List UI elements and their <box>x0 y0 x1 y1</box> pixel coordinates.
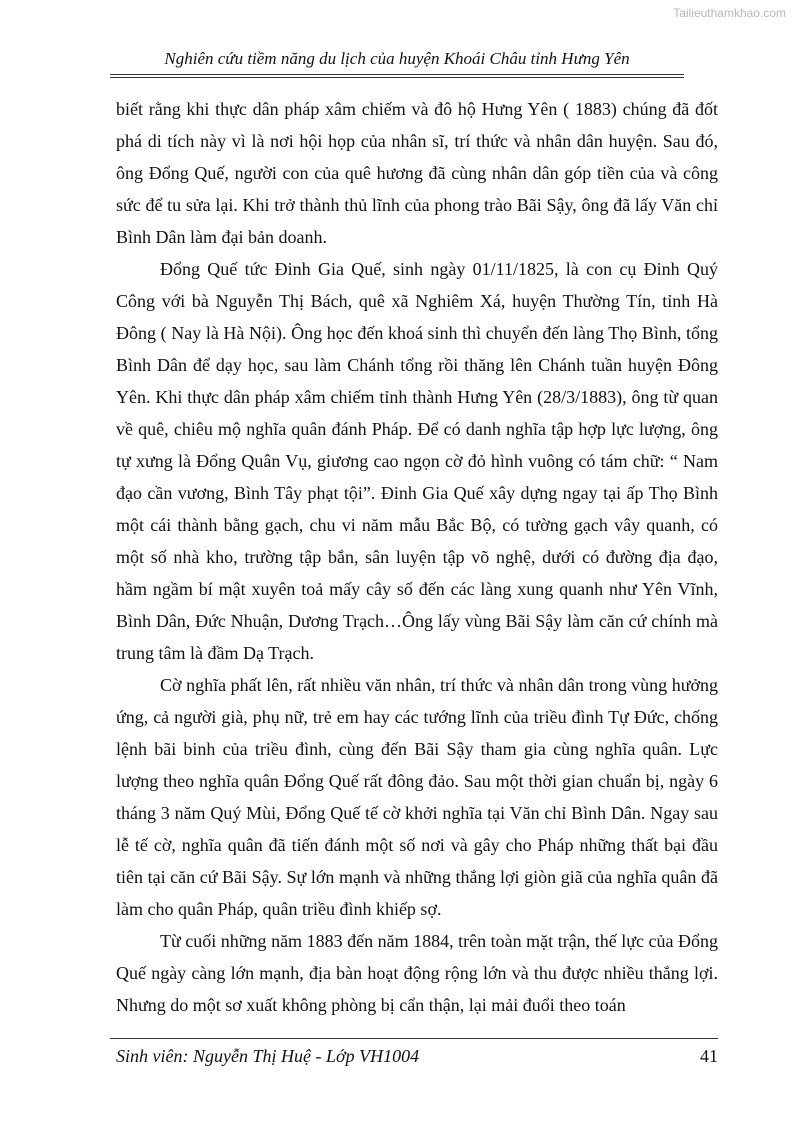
paragraph-4: Từ cuối những năm 1883 đến năm 1884, trên toàn mặt trận, thế lực của Đổng Quế ngày càng lớn mạnh, địa bàn hoạt động rộng lớn và thu được nhiều thắng lợi. Nhưng do một sơ xuất không phòng bị cẩn thận, lại mải đuổi theo toán <box>116 931 718 1015</box>
paragraph-1: biết rằng khi thực dân pháp xâm chiếm và đô hộ Hưng Yên ( 1883) chúng đã đốt phá di tích này vì là nơi hội họp của nhân sĩ, trí thức và nhân dân huyện. Sau đó, ông Đổng Quế, người con của quê hương đã cùng nhân dân góp tiền của và công sức để tu sửa lại. Khi trở thành thủ lĩnh của phong trào Bãi Sậy, ông đã lấy Văn chỉ Bình Dân làm đại bản doanh. <box>116 99 718 247</box>
header-rule-bottom <box>110 77 684 78</box>
paragraph-2: Đổng Quế tức Đinh Gia Quế, sinh ngày 01/11/1825, là con cụ Đinh Quý Công với bà Nguyễn Thị Bách, quê xã Nghiêm Xá, huyện Thường Tín, tỉnh Hà Đông ( Nay là Hà Nội). Ông học đến khoá sinh thì chuyển đến làng Thọ Bình, tổng Bình Dân để dạy học, sau làm Chánh tổng rồi thăng lên Chánh tuần huyện Đông Yên. Khi thực dân pháp xâm chiếm tỉnh thành Hưng Yên (28/3/1883), ông từ quan về quê, chiêu mộ nghĩa quân đánh Pháp. Để có danh nghĩa tập hợp lực lượng, ông tự xưng là Đổng Quân Vụ, giương cao ngọn cờ đỏ hình vuông có tám chữ: “ Nam đạo cần vương, Bình Tây phạt tội”. Đinh Gia Quế xây dựng ngay tại ấp Thọ Bình một cái thành bằng gạch, chu vi năm mẫu Bắc Bộ, có tường gạch vây quanh, có một số nhà kho, trường tập bắn, sân luyện tập võ nghệ, dưới có đường địa đạo, hầm ngầm bí mật xuyên toả mấy cây số đến các làng xung quanh như Yên Vĩnh, Bình Dân, Đức Nhuận, Dương Trạch…Ông lấy vùng Bãi Sậy làm căn cứ chính mà trung tâm là đầm Dạ Trạch. <box>116 259 718 663</box>
running-header: Nghiên cứu tiềm năng du lịch của huyện Khoái Châu tỉnh Hưng Yên <box>164 49 630 68</box>
footer-rule <box>110 1038 718 1039</box>
header-rule-top <box>110 74 684 75</box>
footer-author: Sinh viên: Nguyễn Thị Huệ - Lớp VH1004 <box>116 1046 420 1066</box>
document-body <box>116 93 718 1021</box>
paragraph-3: Cờ nghĩa phất lên, rất nhiều văn nhân, trí thức và nhân dân trong vùng hưởng ứng, cả người già, phụ nữ, trẻ em hay các tướng lĩnh của triều đình Tự Đức, chống lệnh bãi binh của triều đình, cùng đến Bãi Sậy tham gia cùng nghĩa quân. Lực lượng theo nghĩa quân Đổng Quế rất đông đảo. Sau một thời gian chuẩn bị, ngày 6 tháng 3 năm Quý Mùi, Đổng Quế tế cờ khởi nghĩa tại Văn chỉ Bình Dân. Ngay sau lễ tế cờ, nghĩa quân đã tiến đánh một số nơi và gây cho Pháp những thất bại đầu tiên tại căn cứ Bãi Sậy. Sự lớn mạnh và những thắng lợi giòn giã của nghĩa quân đã làm cho quân Pháp, quân triều đình khiếp sợ. <box>116 675 718 919</box>
watermark-text: Tailieuthamkhao.com <box>673 6 786 20</box>
page-number: 41 <box>700 1046 718 1066</box>
